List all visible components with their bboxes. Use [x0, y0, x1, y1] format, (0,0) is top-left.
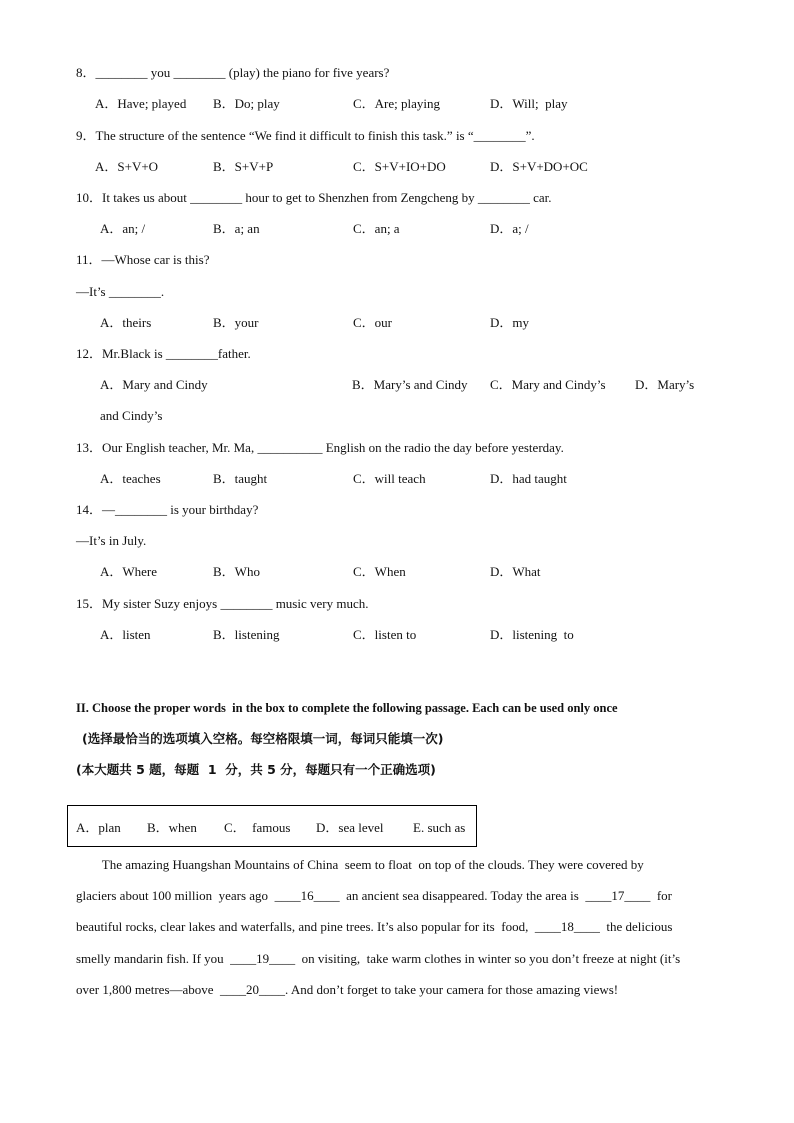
passage-line-2 [76, 888, 719, 904]
question-11-option-b: B．your [213, 315, 259, 330]
question-10-option-c: C．an; a [353, 221, 400, 236]
question-15-option-a: A．listen [100, 627, 151, 642]
question-9-option-a: A．S+V+O [95, 159, 159, 174]
blank-18: ____18____ [534, 919, 600, 934]
question-8-option-c: C．Are; playing [353, 96, 441, 111]
question-15-option-b: B．listening [213, 627, 280, 642]
question-8-stem: 8．________ you ________ (play) the piano for five years? [76, 65, 390, 80]
question-15-stem: 15．My sister Suzy enjoys ________ music very much. [76, 596, 369, 611]
question-10-option-d: D．a; / [490, 221, 529, 236]
question-14-option-a: A．Where [100, 564, 158, 579]
question-12-option-d-continued: and Cindy’s [100, 408, 163, 423]
question-8-option-d: D．Will; play [490, 96, 568, 111]
question-8-option-a: A．Have; played [95, 96, 187, 111]
question-12-option-a: A．Mary and Cindy [100, 377, 208, 392]
blank-16: ____16____ [274, 888, 340, 903]
question-11-option-d: D．my [490, 315, 530, 330]
question-14-option-d: D．What [490, 564, 541, 579]
passage-text: beautiful rocks, clear lakes and waterfalls, and pine trees. It’s also popular for its food, [76, 919, 535, 934]
question-11-option-a: A．theirs [100, 315, 152, 330]
word-box-option-c: C． famous [224, 820, 291, 835]
question-13-option-c: C．will teach [353, 471, 426, 486]
question-9-option-b: B．S+V+P [213, 159, 274, 174]
question-11-option-c: C．our [353, 315, 393, 330]
question-13-option-d: D．had taught [490, 471, 567, 486]
question-14-stem: 14．—________ is your birthday? [76, 502, 259, 517]
blank-20: ____20____ [220, 982, 286, 997]
question-14-response: —It’s in July. [76, 533, 147, 548]
passage-text: smelly mandarin fish. If you [76, 951, 231, 966]
question-14-option-b: B．Who [213, 564, 260, 579]
passage-text: . And don’t forget to take your camera for those amazing views! [285, 982, 619, 997]
passage-line-1: The amazing Huangshan Mountains of China seem to float on top of the clouds. They were covered by [76, 857, 644, 872]
passage-text: the delicious [599, 919, 673, 934]
question-11-response: —It’s ________. [76, 284, 165, 299]
section-2-instruction: (选择最恰当的选项填入空格。每空格限填一词，每词只能填一次) [82, 731, 444, 746]
passage-text: over 1,800 metres—above [76, 982, 221, 997]
section-2-scoring: (本大题共 5 题，每题 1 分，共 5 分，每题只有一个正确选项) [76, 762, 436, 777]
question-13-stem: 13．Our English teacher, Mr. Ma, __________ English on the radio the day before yesterday. [76, 440, 564, 455]
question-12-option-d: D．Mary’s [635, 377, 695, 392]
question-9-option-c: C．S+V+IO+DO [353, 159, 446, 174]
question-15-option-c: C．listen to [353, 627, 417, 642]
word-box-option-d: D．sea level [316, 820, 384, 835]
question-11-stem: 11．—Whose car is this? [76, 252, 210, 267]
passage-text: an ancient sea disappeared. Today the area is [339, 888, 586, 903]
question-10-option-b: B．a; an [213, 221, 260, 236]
passage-text: for [650, 888, 672, 903]
section-2-title: II. Choose the proper words in the box to complete the following passage. Each can be used only once [76, 701, 618, 715]
word-box [67, 805, 477, 847]
blank-19: ____19____ [230, 951, 296, 966]
question-15-option-d: D．listening to [490, 627, 574, 642]
word-box-option-e: E. such as [413, 820, 466, 835]
question-12-stem: 12．Mr.Black is ________father. [76, 346, 251, 361]
question-10-stem: 10．It takes us about ________ hour to get to Shenzhen from Zengcheng by ________ car. [76, 190, 552, 205]
word-box-option-a: A．plan [76, 820, 121, 835]
question-12-option-b: B．Mary’s and Cindy [352, 377, 468, 392]
passage-line-4 [76, 951, 719, 967]
question-12-option-c: C．Mary and Cindy’s [490, 377, 606, 392]
question-9-stem: 9．The structure of the sentence “We find it difficult to finish this task.” is “________”. [76, 128, 535, 143]
passage-text: on visiting, take warm clothes in winter so you don’t freeze at night (it’s [295, 951, 681, 966]
question-13-option-a: A．teaches [100, 471, 161, 486]
question-13-option-b: B．taught [213, 471, 268, 486]
passage-text: glaciers about 100 million years ago [76, 888, 275, 903]
passage-line-3 [76, 919, 719, 935]
question-14-option-c: C．When [353, 564, 406, 579]
word-box-option-b: B．when [147, 820, 197, 835]
blank-17: ____17____ [585, 888, 651, 903]
question-10-option-a: A．an; / [100, 221, 146, 236]
passage-line-5 [76, 982, 719, 998]
question-9-option-d: D．S+V+DO+OC [490, 159, 588, 174]
question-8-option-b: B．Do; play [213, 96, 280, 111]
